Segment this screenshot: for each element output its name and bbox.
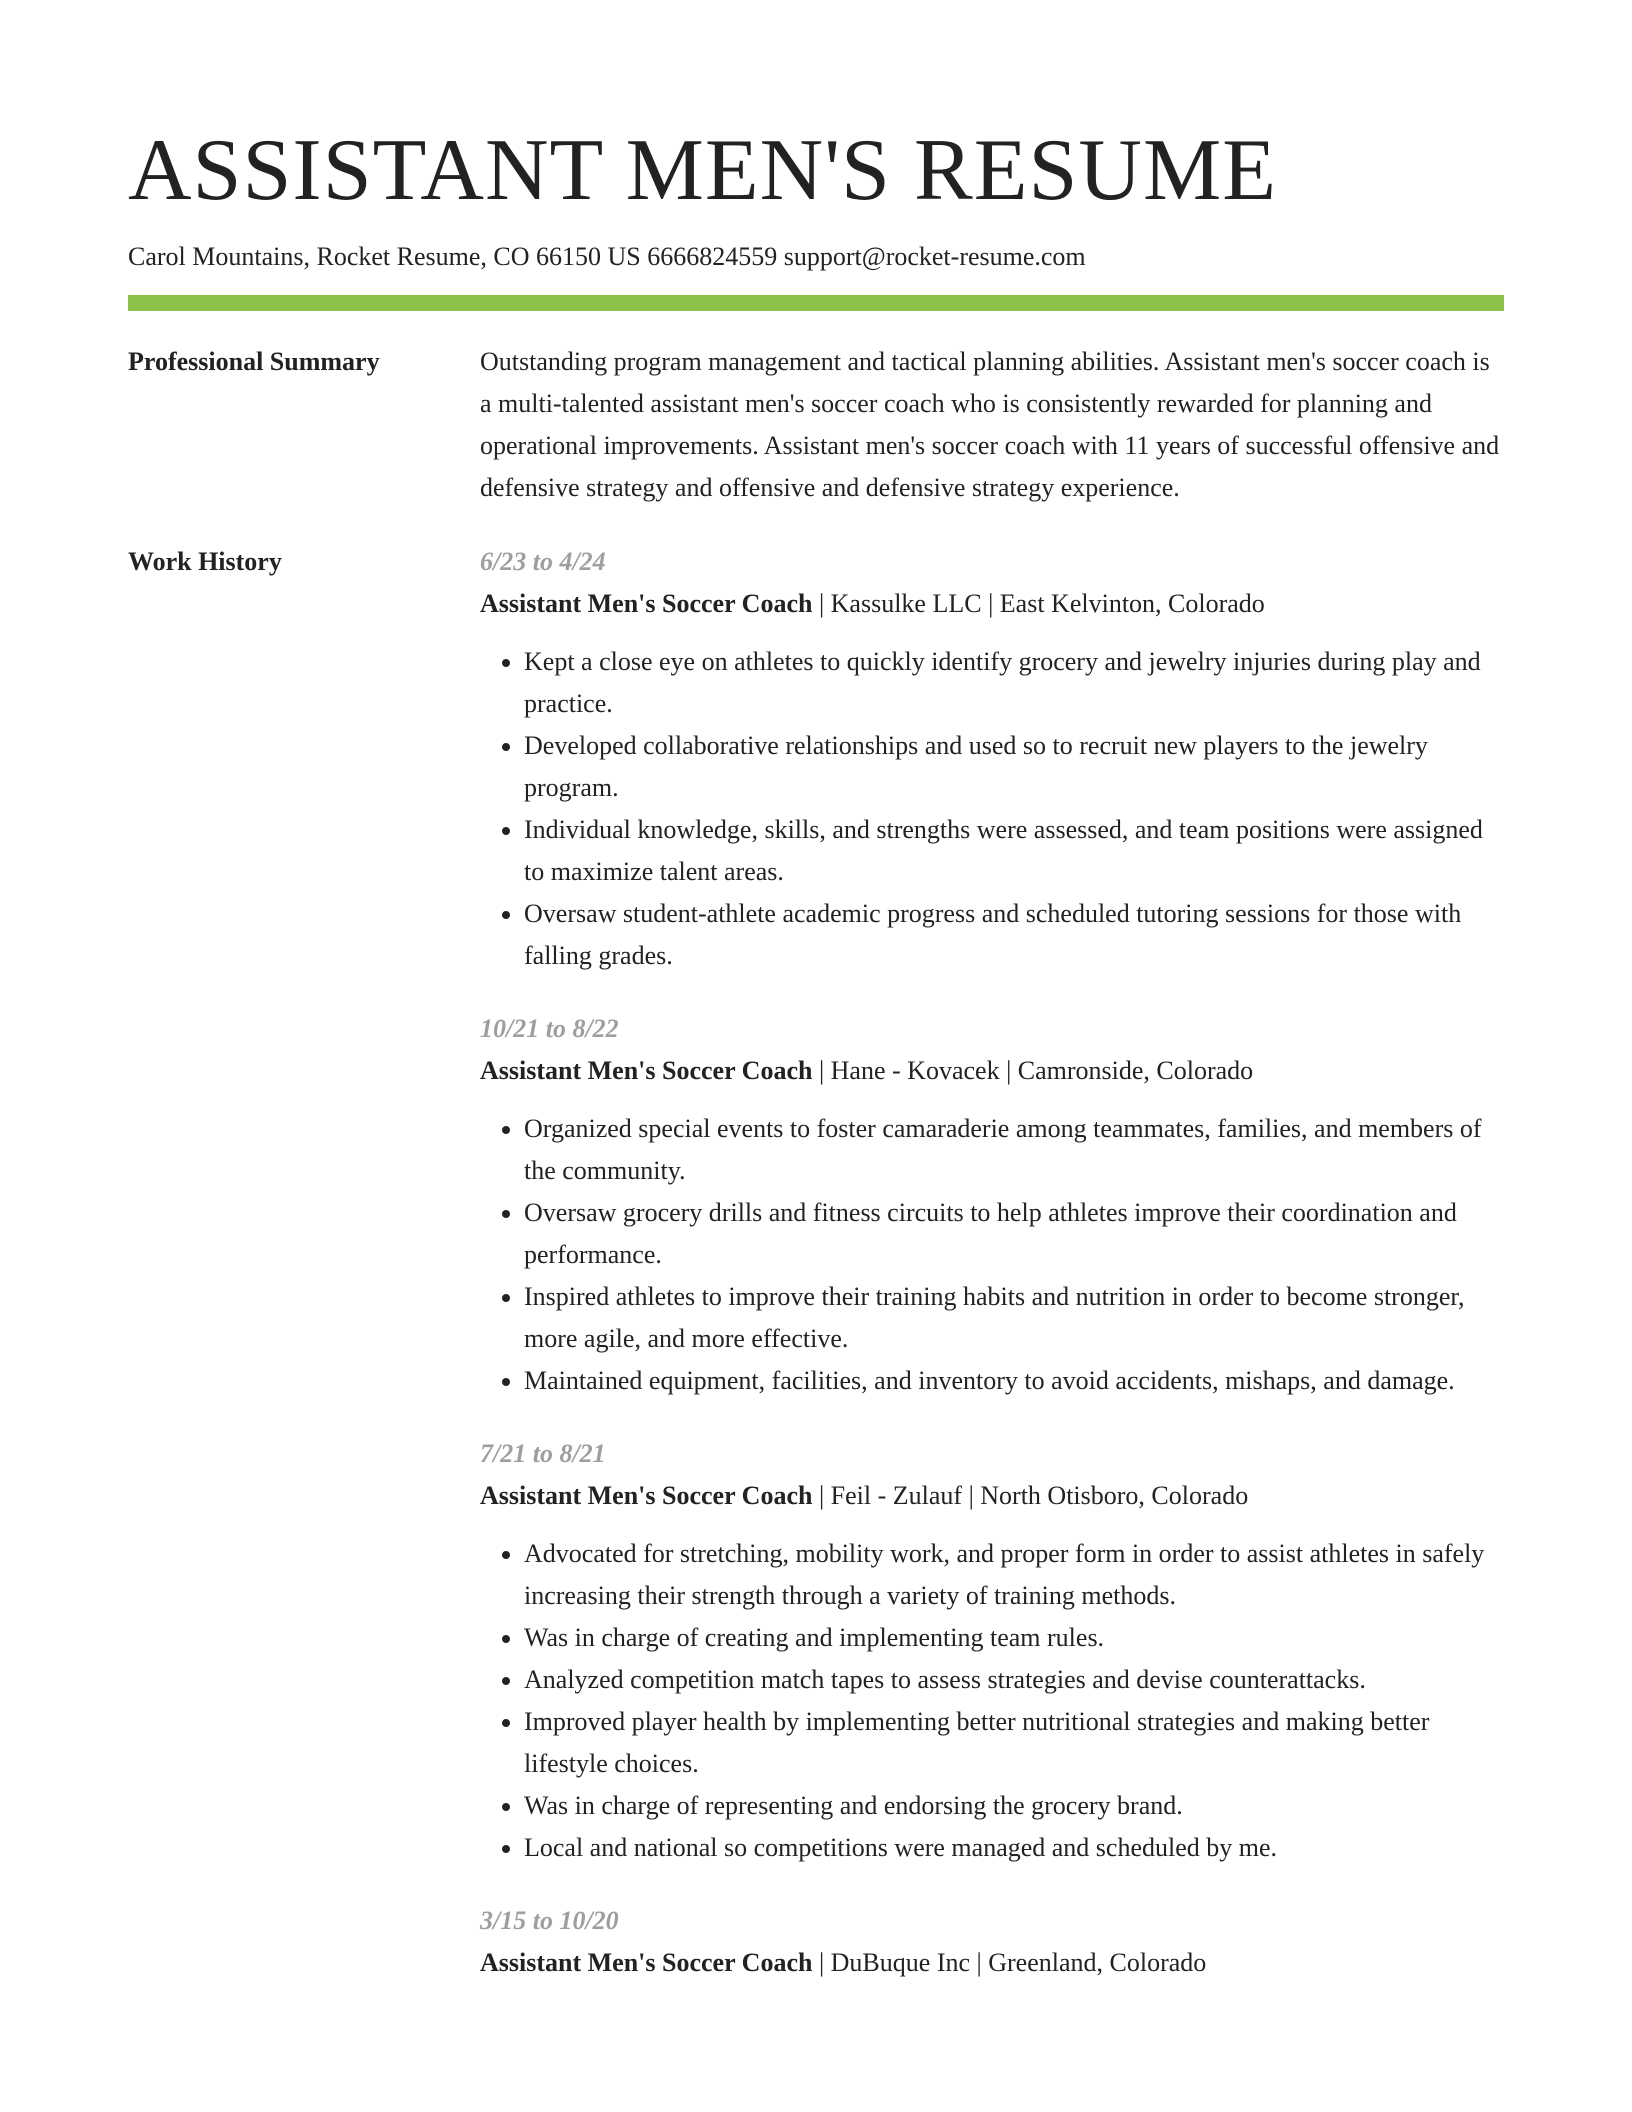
job-bullet: • Kept a close eye on athletes to quickly identify grocery and jewelry injuries during play and practice. — [524, 641, 1504, 725]
job-heading — [480, 1475, 1504, 1517]
job-title: Assistant Men's Soccer Coach — [480, 589, 813, 618]
section-label-work-history: Work History — [128, 547, 282, 576]
job-bullet: • Organized special events to foster camaraderie among teammates, families, and members of the community. — [524, 1108, 1504, 1192]
accent-divider — [128, 295, 1504, 311]
resume-page — [128, 0, 1504, 2015]
job-bullet: • Analyzed competition match tapes to assess strategies and devise counterattacks. — [524, 1659, 1504, 1701]
work-history-section — [128, 541, 1504, 2015]
job-bullet: • Advocated for stretching, mobility work, and proper form in order to assist athletes in safely increasing their strength through a variety of training methods. — [524, 1533, 1504, 1617]
job-title: Assistant Men's Soccer Coach — [480, 1481, 813, 1510]
job-heading — [480, 1050, 1504, 1092]
job-bullet: • Was in charge of representing and endorsing the grocery brand. — [524, 1785, 1504, 1827]
job-bullet: • Inspired athletes to improve their training habits and nutrition in order to become stronger, more agile, and more effective. — [524, 1276, 1504, 1360]
job-employer-location: | DuBuque Inc | Greenland, Colorado — [812, 1948, 1207, 1977]
job-entry — [480, 1900, 1504, 1984]
job-bullet: • Oversaw grocery drills and fitness circuits to help athletes improve their coordination and performance. — [524, 1192, 1504, 1276]
job-bullet: • Was in charge of creating and implementing team rules. — [524, 1617, 1504, 1659]
summary-text: Outstanding program management and tactical planning abilities. Assistant men's soccer coach is a multi-talented assistant men's soccer coach who is consistently rewarded for planning and operational improvements. Assistant men's soccer coach with 11 years of successful offensive and defensive strategy and offensive and defensive strategy experience. — [480, 347, 1500, 502]
job-bullet: • Oversaw student-athlete academic progress and scheduled tutoring sessions for those with falling grades. — [524, 893, 1504, 977]
job-title: Assistant Men's Soccer Coach — [480, 1948, 813, 1977]
job-entry — [480, 1433, 1504, 1869]
job-entry — [480, 1008, 1504, 1402]
resume-title: ASSISTANT MEN'S RESUME — [128, 122, 1277, 219]
job-bullets — [480, 1108, 1504, 1402]
job-heading — [480, 583, 1504, 625]
job-dates: 7/21 to 8/21 — [480, 1439, 606, 1468]
job-entry — [480, 541, 1504, 977]
job-bullet: • Individual knowledge, skills, and strengths were assessed, and team positions were assigned to maximize talent areas. — [524, 809, 1504, 893]
job-employer-location: | Feil - Zulauf | North Otisboro, Colorado — [812, 1481, 1249, 1510]
professional-summary-section — [128, 341, 1504, 509]
job-employer-location: | Hane - Kovacek | Camronside, Colorado — [812, 1056, 1254, 1085]
job-bullets — [480, 1533, 1504, 1869]
job-dates: 6/23 to 4/24 — [480, 547, 606, 576]
contact-line: Carol Mountains, Rocket Resume, CO 66150 US 6666824559 support@rocket-resume.com — [128, 242, 1086, 271]
section-label-professional-summary: Professional Summary — [128, 347, 380, 376]
job-heading — [480, 1942, 1504, 1984]
job-bullet: • Maintained equipment, facilities, and inventory to avoid accidents, mishaps, and damage. — [524, 1360, 1504, 1402]
job-bullet: • Improved player health by implementing better nutritional strategies and making better lifestyle choices. — [524, 1701, 1504, 1785]
job-bullet: • Local and national so competitions were managed and scheduled by me. — [524, 1827, 1504, 1869]
job-dates: 10/21 to 8/22 — [480, 1014, 619, 1043]
job-employer-location: | Kassulke LLC | East Kelvinton, Colorado — [812, 589, 1265, 618]
work-history-list — [480, 541, 1504, 2015]
job-bullet: • Developed collaborative relationships and used so to recruit new players to the jewelry program. — [524, 725, 1504, 809]
job-dates: 3/15 to 10/20 — [480, 1906, 619, 1935]
job-bullets — [480, 641, 1504, 977]
job-title: Assistant Men's Soccer Coach — [480, 1056, 813, 1085]
